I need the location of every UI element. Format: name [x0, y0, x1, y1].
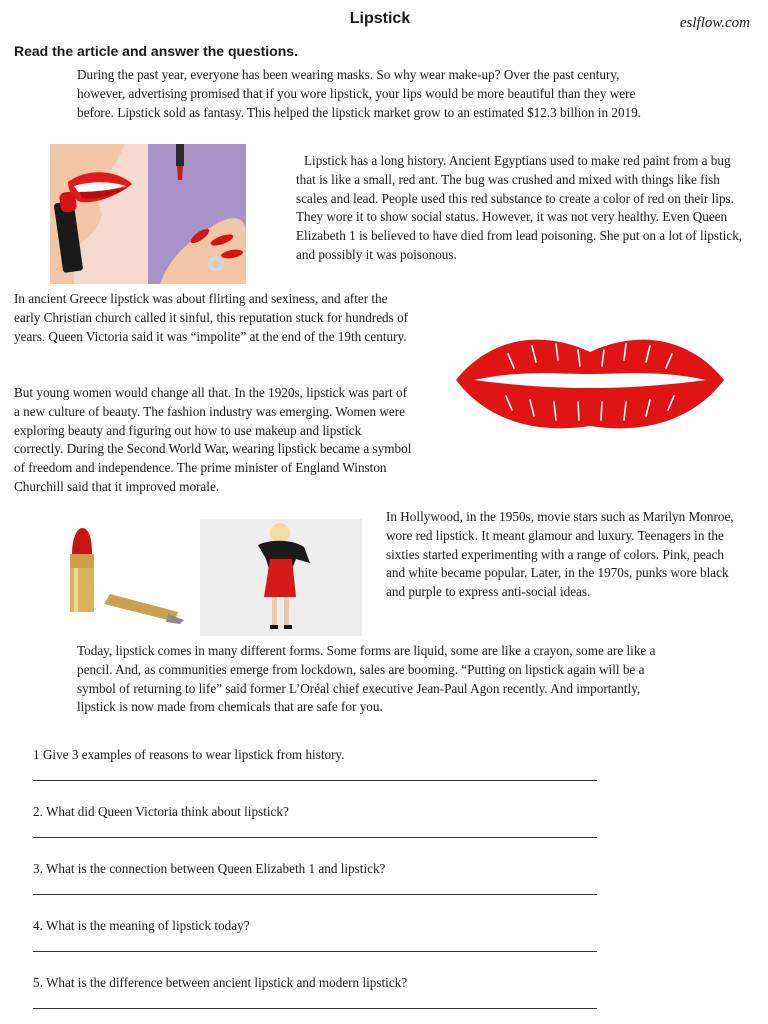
article-paragraph-5: In Hollywood, in the 1950s, movie stars such as Marilyn Monroe, wore red lipstick. It meant glamour and luxury. Teenagers in the sixties started experimenting with a range of colors. Pink, peach and white became popular. Later, in the 1970s, punks wore black and purple to express anti-social ideas.	[386, 509, 734, 600]
article-paragraph-1: During the past year, everyone has been wearing masks. So why wear make-up? Over the past century, however, advertising promised that if you wore lipstick, your lips would be more beautiful than they were before. Lipstick sold as fantasy. This helped the lipstick market grow to an estimated $12.3 billion in 2019.	[77, 67, 642, 120]
answer-line-5[interactable]	[33, 1008, 597, 1009]
answer-line-4[interactable]	[33, 951, 597, 952]
lipstick-application-image	[50, 144, 246, 284]
answer-line-1[interactable]	[33, 780, 597, 781]
brand-logo: eslflow.com	[679, 15, 750, 31]
instructions: Read the article and answer the questions.	[14, 43, 298, 59]
question-2: 2. What did Queen Victoria think about lipstick?	[33, 804, 289, 819]
movie-star-image	[200, 519, 362, 636]
question-1: 1 Give 3 examples of reasons to wear lipstick from history.	[33, 747, 345, 762]
answer-line-3[interactable]	[33, 894, 597, 895]
red-lips-image	[448, 310, 732, 446]
question-5: 5. What is the difference between ancient lipstick and modern lipstick?	[33, 975, 408, 990]
question-4: 4. What is the meaning of lipstick today?	[33, 918, 250, 933]
question-3: 3. What is the connection between Queen Elizabeth 1 and lipstick?	[33, 861, 386, 876]
answer-line-2[interactable]	[33, 837, 597, 838]
article-paragraph-3: In ancient Greece lipstick was about flirting and sexiness, and after the early Christian church called it sinful, this reputation stuck for hundreds of years. Queen Victoria said it was “impolite” at the end of the 19th century.	[14, 291, 409, 344]
article-paragraph-4: But young women would change all that. In the 1920s, lipstick was part of a new culture of beauty. The fashion industry was emerging. Women were exploring beauty and figuring out how to use makeup and lipstick correctly. During the Second World War, wearing lipstick became a symbol of freedom and independence. The prime minister of England Winston Churchill said that it improved morale.	[14, 385, 412, 494]
page-title: Lipstick	[349, 10, 411, 27]
article-paragraph-6: Today, lipstick comes in many different forms. Some forms are liquid, some are like a crayon, some are like a pencil. And, as communities emerge from lockdown, sales are booming. “Putting on lipstick again will be a symbol of returning to life” said former L’Oréal chief executive Jean-Paul Agon recently. And importantly, lipstick is now made from chemicals that are safe for you.	[77, 643, 656, 715]
lipstick-tube-image	[64, 524, 188, 624]
article-paragraph-2: Lipstick has a long history. Ancient Egyptians used to make red paint from a bug that is like a small, red ant. The bug was crushed and mixed with things like fish scales and lead. People used this red substance to create a color of red on their lips. They wore it to show social status. However, it was not very healthy. Even Queen Elizabeth 1 is believed to have died from lead poisoning. She put on a lot of lipstick, and possibly it was poisonous.	[296, 153, 743, 262]
